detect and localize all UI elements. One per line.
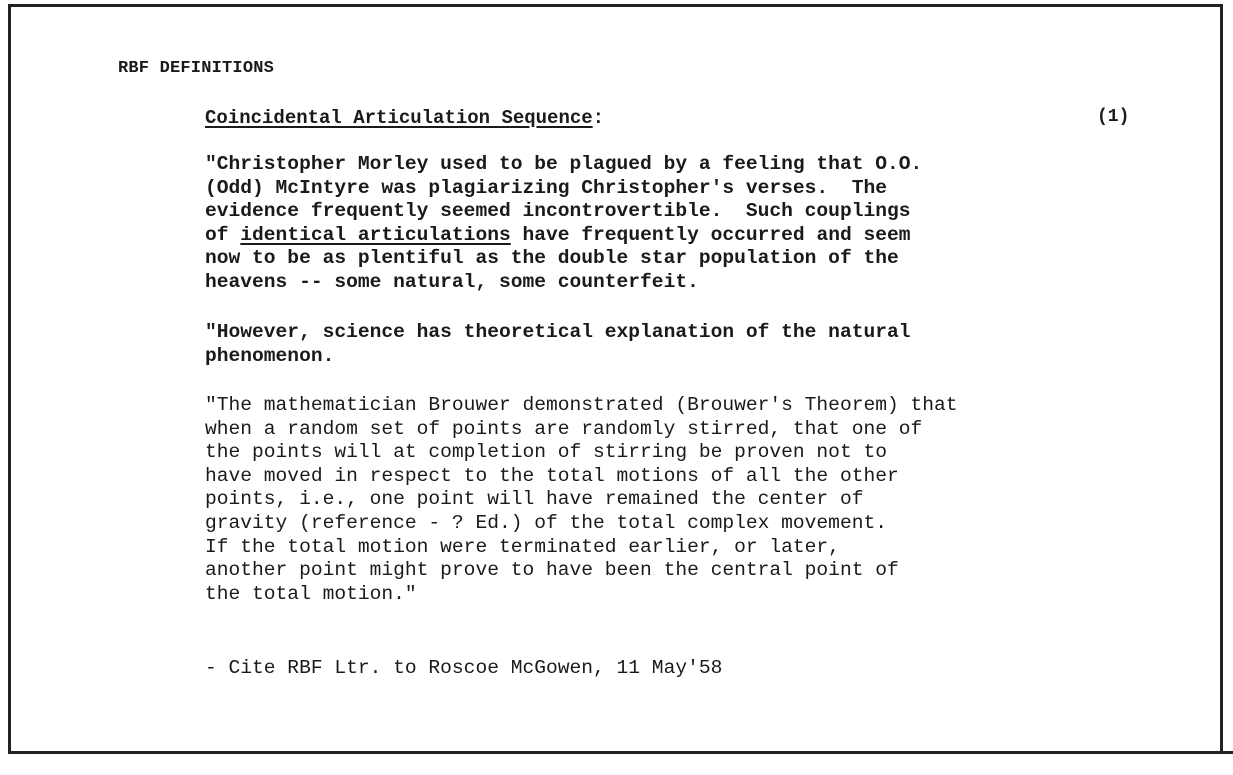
- text-line: gravity (reference - ? Ed.) of the total complex movement.: [205, 511, 887, 534]
- text-line: phenomenon.: [205, 344, 335, 367]
- text-line: another point might prove to have been the central point of: [205, 559, 899, 582]
- text-line: "However, science has theoretical explanation of the natural: [205, 321, 911, 343]
- page-number: (1): [1097, 107, 1130, 127]
- text-line: the points will at completion of stirring be proven not to: [205, 441, 887, 464]
- text-line: have moved in respect to the total motions of all the other: [205, 464, 899, 487]
- page-title: RBF DEFINITIONS: [118, 59, 275, 78]
- term-label: Coincidental Articulation Sequence: [205, 107, 593, 129]
- definition-term: [205, 107, 604, 129]
- text-line: now to be as plentiful as the double star population of the: [205, 247, 899, 270]
- text-line: the total motion.": [205, 582, 417, 605]
- text-fragment: have frequently occurred and seem: [510, 223, 911, 246]
- text-line: (Odd) McIntyre was plagiarizing Christopher's verses. The: [205, 176, 887, 199]
- text-line: points, i.e., one point will have remained the center of: [205, 488, 864, 511]
- text-fragment: of: [205, 223, 241, 246]
- text-line: evidence frequently seemed incontrovertible. Such couplings: [205, 200, 911, 223]
- text-line: when a random set of points are randomly stirred, that one of: [205, 417, 923, 440]
- bottom-rule: [8, 751, 1233, 754]
- text-line: "Christopher Morley used to be plagued by a feeling that O.O.: [205, 153, 923, 175]
- text-line: [205, 224, 911, 246]
- term-suffix: :: [592, 107, 605, 129]
- text-line: heavens -- some natural, some counterfeit.: [205, 270, 699, 293]
- text-line: "The mathematician Brouwer demonstrated (Brouwer's Theorem) that: [205, 394, 958, 416]
- paragraph-brouwer: [205, 394, 1135, 606]
- paragraph-science: [205, 321, 1135, 368]
- paragraph-morley: [205, 153, 1135, 295]
- emphasized-phrase: identical articulations: [240, 223, 511, 246]
- citation: - Cite RBF Ltr. to Roscoe McGowen, 11 May'58: [205, 657, 723, 679]
- text-line: If the total motion were terminated earlier, or later,: [205, 535, 840, 558]
- card-frame: [8, 4, 1223, 754]
